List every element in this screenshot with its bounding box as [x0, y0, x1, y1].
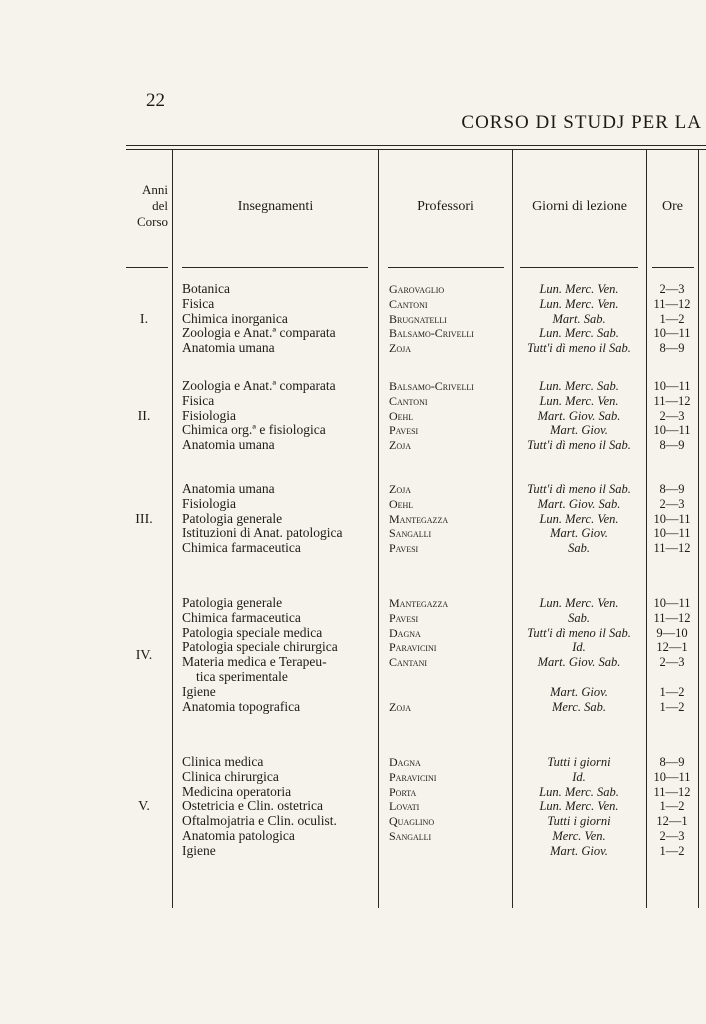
table-row — [0, 312, 706, 327]
table-row — [0, 409, 706, 424]
course-name: Fisica — [182, 392, 215, 408]
header-rule — [182, 267, 368, 268]
lesson-days: Merc. Sab. — [551, 699, 607, 714]
lesson-hours: 10—11 — [653, 769, 691, 784]
course-name: Anatomia topografica — [182, 698, 301, 714]
course-name: Fisiologia — [182, 407, 237, 423]
professor-name: Balsamo-Crivelli — [389, 326, 474, 341]
lesson-hours: 1—2 — [659, 684, 685, 699]
lesson-hours: 9—10 — [656, 625, 688, 640]
table-row — [0, 829, 706, 844]
lesson-days: Lun. Merc. Ven. — [539, 511, 619, 526]
professor-name: Pavesi — [389, 541, 419, 556]
lesson-days: Tutt'i dì meno il Sab. — [527, 341, 631, 356]
year-group — [0, 596, 706, 714]
table-row — [0, 341, 706, 356]
professor-name: Quaglino — [389, 814, 435, 829]
lesson-days: Mart. Giov. Sab. — [537, 408, 621, 423]
lesson-hours: 10—11 — [653, 423, 691, 438]
professor-name: Oehl — [389, 496, 414, 511]
table-row — [0, 755, 706, 770]
lesson-hours: 10—11 — [653, 526, 691, 541]
course-name: Patologia speciale medica — [182, 624, 323, 640]
table-row — [0, 526, 706, 541]
professor-name: Balsamo-Crivelli — [389, 379, 474, 393]
table-row — [0, 282, 706, 297]
header-professori: Professori — [417, 199, 474, 214]
lesson-hours: 11—12 — [653, 610, 691, 625]
lesson-hours: 2—3 — [659, 655, 685, 670]
course-name: Anatomia umana — [182, 437, 275, 453]
course-name: Igiene — [182, 842, 216, 858]
course-name: Chimica farmaceutica — [182, 609, 301, 625]
year-group — [0, 282, 706, 356]
professor-name: Mantegazza — [389, 511, 449, 526]
table-row — [0, 497, 706, 512]
year-label: II. — [137, 408, 151, 424]
header-giorni: Giorni di lezione — [532, 199, 627, 214]
lesson-days: Lun. Merc. Sab. — [539, 784, 619, 799]
course-name: Chimica inorganica — [182, 310, 288, 326]
year-group — [0, 482, 706, 556]
lesson-days: Mart. Giov. — [550, 684, 608, 699]
professor-name: Zoja — [389, 482, 411, 496]
table-row — [0, 685, 706, 700]
table-row — [0, 700, 706, 715]
lesson-hours: 11—12 — [653, 393, 691, 408]
header-rule — [520, 267, 638, 268]
table-row — [0, 640, 706, 655]
table-row — [0, 297, 706, 312]
course-name: Istituzioni di Anat. patologica — [182, 525, 343, 541]
professor-name: Sangalli — [389, 526, 432, 541]
course-name: tica sperimentale — [196, 668, 288, 684]
lesson-hours: 1—2 — [659, 699, 685, 714]
table-row — [0, 626, 706, 641]
table-row — [0, 512, 706, 527]
professor-name: Paravicini — [389, 769, 437, 784]
table-row — [0, 655, 706, 670]
year-group — [0, 379, 706, 453]
lesson-days: Sab. — [568, 541, 590, 556]
lesson-days: Lun. Merc. Sab. — [539, 326, 619, 341]
course-name: Zoologia e Anat.ª comparata — [182, 325, 336, 341]
professor-name: Pavesi — [389, 610, 419, 625]
lesson-hours: 11—12 — [653, 784, 691, 799]
lesson-days: Mart. Giov. — [550, 526, 608, 541]
header-rule — [388, 267, 504, 268]
year-label: III. — [135, 511, 153, 527]
header-rule — [652, 267, 694, 268]
lesson-days: Tutt'i dì meno il Sab. — [527, 625, 631, 640]
top-rule-double — [126, 149, 706, 150]
professor-name: Porta — [389, 784, 417, 799]
lesson-days: Merc. Ven. — [552, 828, 606, 843]
lesson-hours: 8—9 — [659, 341, 685, 356]
lesson-days: Lun. Merc. Ven. — [539, 393, 619, 408]
lesson-hours: 12—1 — [656, 640, 688, 655]
professor-name: Zoja — [389, 438, 411, 453]
table-row — [0, 438, 706, 453]
lesson-hours: 1—2 — [659, 843, 685, 858]
table-row — [0, 596, 706, 611]
lesson-hours: 10—11 — [653, 596, 691, 610]
year-label: IV. — [135, 647, 153, 663]
lesson-days: Mart. Giov. — [550, 843, 608, 858]
course-name: Fisiologia — [182, 495, 237, 511]
course-name: Chimica farmaceutica — [182, 540, 301, 556]
course-name: Chimica org.ª e fisiologica — [182, 422, 326, 438]
course-name: Oftalmojatria e Clin. oculist. — [182, 813, 337, 829]
lesson-hours: 2—3 — [659, 282, 685, 296]
table-row — [0, 844, 706, 859]
table-row — [0, 670, 706, 685]
professor-name: Zoja — [389, 699, 411, 714]
course-name: Anatomia umana — [182, 340, 275, 356]
course-name: Clinica chirurgica — [182, 768, 279, 784]
lesson-hours: 11—12 — [653, 541, 691, 556]
professor-name: Cantoni — [389, 296, 428, 311]
table-row — [0, 394, 706, 409]
lesson-hours: 8—9 — [659, 438, 685, 453]
lesson-hours: 2—3 — [659, 408, 685, 423]
running-head: CORSO DI STUDJ PER LA — [461, 112, 702, 133]
course-name: Materia medica e Terapeu- — [182, 654, 327, 670]
professor-name: Cantoni — [389, 393, 428, 408]
table-row — [0, 799, 706, 814]
lesson-hours: 11—12 — [653, 296, 691, 311]
lesson-hours: 1—2 — [659, 799, 685, 814]
table-row — [0, 814, 706, 829]
course-name: Anatomia umana — [182, 481, 275, 496]
professor-name: Dagna — [389, 755, 421, 769]
lesson-hours: 2—3 — [659, 496, 685, 511]
lesson-hours: 10—11 — [653, 326, 691, 341]
year-group — [0, 755, 706, 859]
year-label: V. — [138, 799, 150, 815]
lesson-hours: 10—11 — [653, 379, 691, 393]
lesson-hours: 12—1 — [656, 814, 688, 829]
professor-name: Pavesi — [389, 423, 419, 438]
lesson-days: Tutt'i dì meno il Sab. — [527, 438, 631, 453]
lesson-days: Lun. Merc. Ven. — [539, 282, 619, 296]
course-name: Patologia speciale chirurgica — [182, 639, 338, 655]
lesson-days: Mart. Giov. Sab. — [537, 655, 621, 670]
professor-name: Brugnatelli — [389, 311, 447, 326]
lesson-hours: 2—3 — [659, 828, 685, 843]
professor-name: Zoja — [389, 341, 411, 356]
table-row — [0, 423, 706, 438]
professor-name: Oehl — [389, 408, 414, 423]
header-insegnamenti: Insegnamenti — [237, 199, 314, 214]
table-row — [0, 770, 706, 785]
lesson-days: Lun. Merc. Ven. — [539, 799, 619, 814]
table-row — [0, 785, 706, 800]
lesson-days: Id. — [572, 769, 586, 784]
course-name: Zoologia e Anat.ª comparata — [182, 378, 336, 393]
lesson-hours: 1—2 — [659, 311, 685, 326]
course-name: Anatomia patologica — [182, 827, 295, 843]
year-label: I. — [139, 311, 149, 327]
table-row — [0, 611, 706, 626]
course-name: Patologia generale — [182, 510, 283, 526]
page-number: 22 — [146, 90, 165, 111]
table-row — [0, 482, 706, 497]
professor-name: Paravicini — [389, 640, 437, 655]
table-row — [0, 379, 706, 394]
lesson-days: Lun. Merc. Ven. — [539, 596, 619, 610]
lesson-days: Tutti i giorni — [547, 755, 611, 769]
lesson-days: Tutti i giorni — [547, 814, 611, 829]
course-name: Patologia generale — [182, 595, 283, 610]
lesson-days: Mart. Sab. — [552, 311, 606, 326]
professor-name: Garovaglio — [389, 282, 445, 296]
professor-name: Cantani — [389, 655, 428, 670]
course-name: Igiene — [182, 683, 216, 699]
lesson-days: Lun. Merc. Ven. — [539, 296, 619, 311]
table-row — [0, 541, 706, 556]
lesson-hours: 8—9 — [659, 755, 685, 769]
course-name: Fisica — [182, 295, 215, 311]
professor-name: Lovati — [389, 799, 420, 814]
course-name: Clinica medica — [182, 754, 264, 769]
lesson-days: Mart. Giov. — [550, 423, 608, 438]
lesson-days: Tutt'i dì meno il Sab. — [527, 482, 631, 496]
header-ore: Ore — [662, 199, 683, 214]
lesson-hours: 10—11 — [653, 511, 691, 526]
table-row — [0, 326, 706, 341]
lesson-days: Lun. Merc. Sab. — [539, 379, 619, 393]
lesson-days: Sab. — [568, 610, 590, 625]
lesson-hours: 8—9 — [659, 482, 685, 496]
lesson-days: Id. — [572, 640, 586, 655]
professor-name: Dagna — [389, 625, 421, 640]
course-name: Medicina operatoria — [182, 783, 292, 799]
course-name: Ostetricia e Clin. ostetrica — [182, 798, 323, 814]
lesson-days: Mart. Giov. Sab. — [537, 496, 621, 511]
header-anni: Anni del Corso — [136, 182, 168, 229]
professor-name: Sangalli — [389, 828, 432, 843]
top-rule — [126, 145, 706, 146]
header-rule — [126, 267, 168, 268]
professor-name: Mantegazza — [389, 596, 449, 610]
course-name: Botanica — [182, 281, 230, 296]
